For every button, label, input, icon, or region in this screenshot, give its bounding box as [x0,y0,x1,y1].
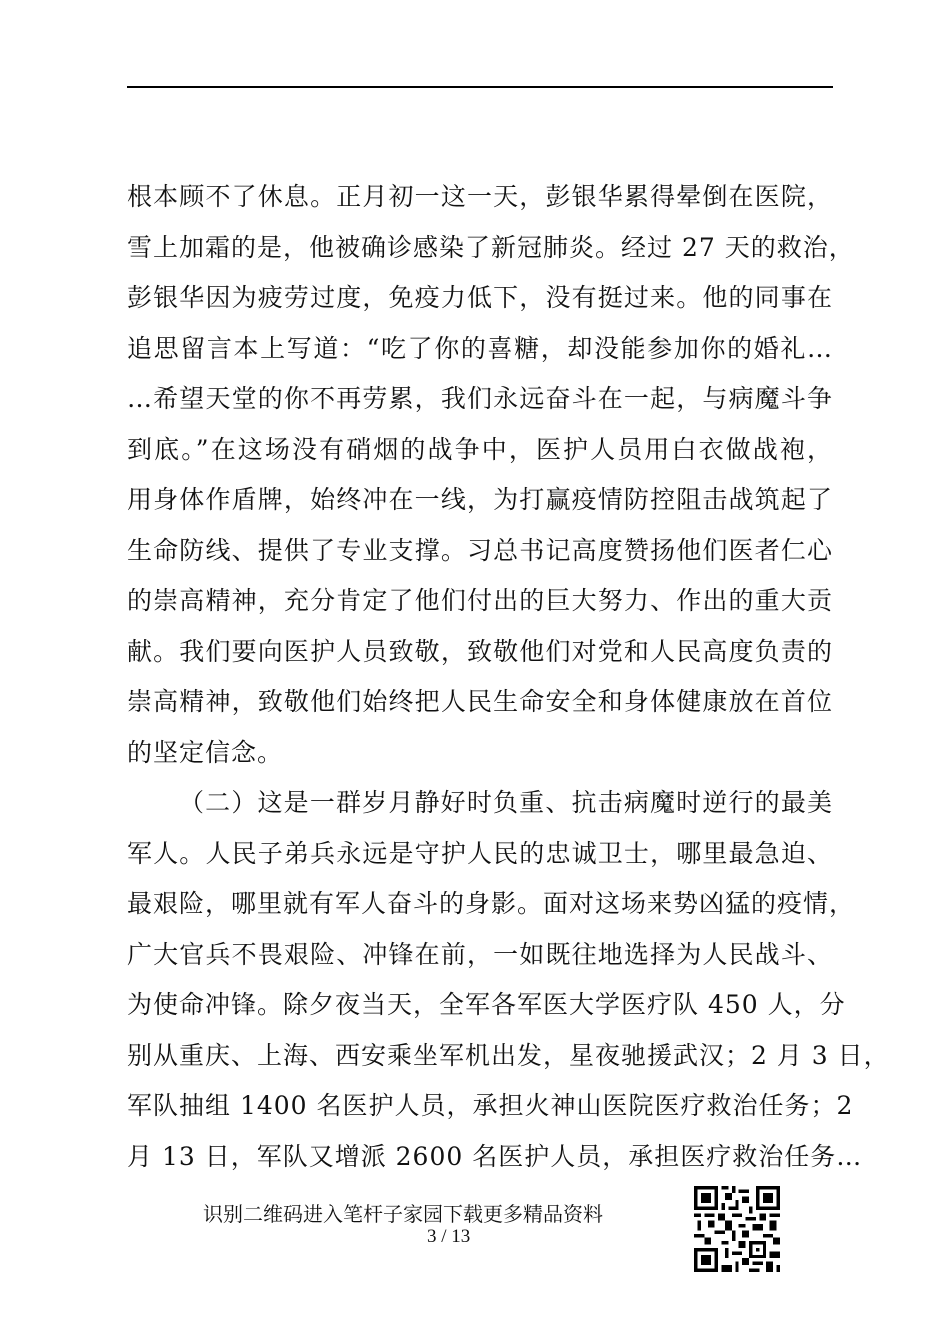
text-line: 广大官兵不畏艰险、冲锋在前，一如既往地选择为人民战斗、 [127,939,833,969]
text-line: 军队抽组 1400 名医护人员，承担火神山医院医疗救治任务；2 [127,1091,854,1120]
qr-code-icon[interactable] [694,1186,780,1272]
text-line: 崇高精神，致敬他们始终把人民生命安全和身体健康放在首位 [127,687,833,716]
text-line: 用身体作盾牌，始终冲在一线，为打赢疫情防控阻击战筑起了 [127,485,833,514]
text-line: 军人。人民子弟兵永远是守护人民的忠诚卫士，哪里最急迫、 [127,838,833,868]
page-number: 3 / 13 [427,1226,471,1247]
text-line: 生命防线、提供了专业支撑。习总书记高度赞扬他们医者仁心 [127,535,833,565]
text-line: 到底。”在这场没有硝烟的战争中，医护人员用白衣做战袍， [127,434,833,464]
text-line: 根本顾不了休息。正月初一这一天，彭银华累得晕倒在医院， [127,182,833,211]
paragraph-end-line: 的坚定信念。 [127,737,284,767]
text-line: 彭银华因为疲劳过度，免疫力低下，没有挺过来。他的同事在 [127,283,833,312]
text-line: 追思留言本上写道：“吃了你的喜糖，却没能参加你的婚礼… [127,333,833,363]
text-line: 雪上加霜的是，他被确诊感染了新冠肺炎。经过 27 天的救治， [127,232,855,262]
header-rule [127,86,833,88]
footer-caption: 识别二维码进入笔杆子家园下载更多精品资料 [203,1202,603,1226]
text-line: 月 13 日，军队又增派 2600 名医护人员，承担医疗救治任务… [127,1141,863,1171]
text-line: 献。我们要向医护人员致敬，致敬他们对党和人民高度负责的 [127,636,833,666]
text-line: 别从重庆、上海、西安乘坐军机出发，星夜驰援武汉；2 月 3 日， [127,1040,890,1070]
text-line: …希望天堂的你不再劳累，我们永远奋斗在一起，与病魔斗争 [127,384,833,413]
body-text [127,180,890,1190]
text-line: 最艰险，哪里就有军人奋斗的身影。面对这场来势凶猛的疫情， [127,889,856,918]
text-line: 为使命冲锋。除夕夜当天，全军各军医大学医疗队 450 人，分 [127,990,846,1019]
text-line: 的崇高精神，充分肯定了他们付出的巨大努力、作出的重大贡 [127,586,833,615]
section-heading-line: （二）这是一群岁月静好时负重、抗击病魔时逆行的最美 [179,788,833,817]
